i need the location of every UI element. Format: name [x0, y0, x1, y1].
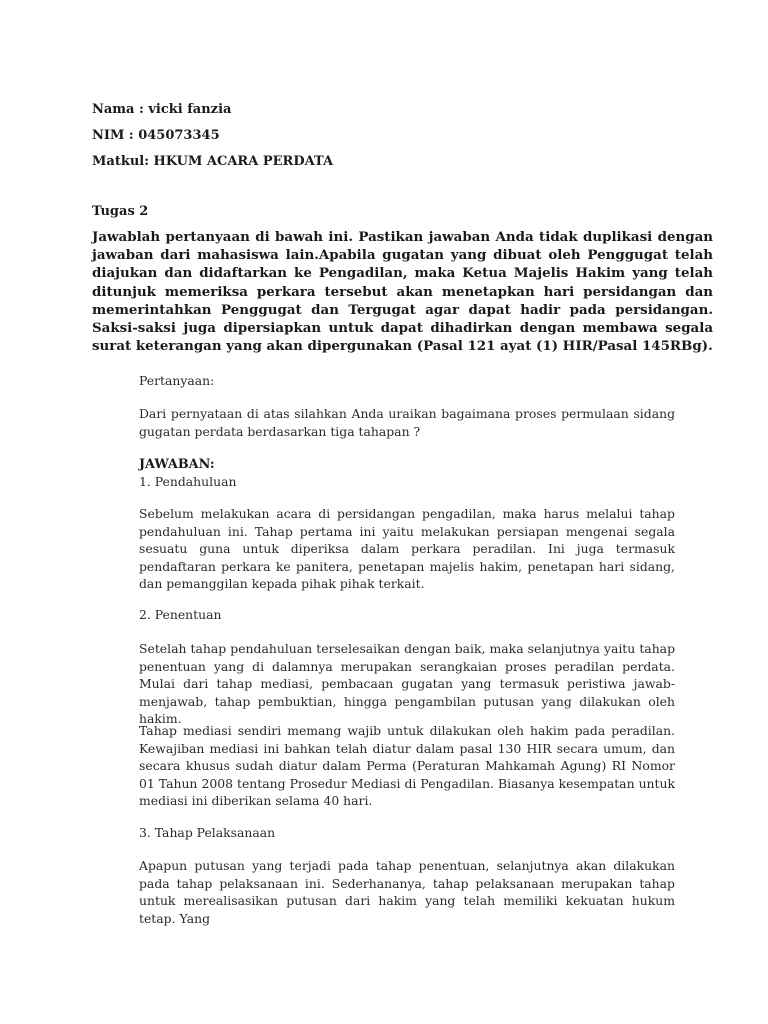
section-body-pendahuluan: Sebelum melakukan acara di persidangan pengadilan, maka harus melalui tahap pendahuluan ini. Tahap pertama ini yaitu melakukan persiapan mengenai segala sesuatu guna untuk diperiksa dalam perkara peradilan. Ini juga termasuk pendaftaran perkara ke panitera, penetapan majelis hakim, penetapan hari sidang, dan pemanggilan kepada pihak pihak terkait. — [139, 506, 675, 591]
question-label: Pertanyaan: — [139, 373, 215, 388]
section-heading-pendahuluan: 1. Pendahuluan — [139, 474, 237, 489]
student-name: Nama : vicki fanzia — [92, 102, 232, 117]
section-body-pelaksanaan: Apapun putusan yang terjadi pada tahap penentuan, selanjutnya akan dilakukan pada tahap pelaksanaan ini. Sederhananya, tahap pelaksanaan merupakan tahap untuk merealisasikan putusan dari hakim yang telah memiliki kekuatan hukum tetap. Yang — [139, 858, 675, 926]
section-heading-penentuan: 2. Penentuan — [139, 607, 222, 622]
section-body-penentuan-1: Setelah tahap pendahuluan terselesaikan dengan baik, maka selanjutnya yaitu tahap penentuan yang di dalamnya merupakan serangkaian proses peradilan perdata. Mulai dari tahap mediasi, pembacaan gugatan yang termasuk peristiwa jawab-menjawab, tahap pembuktian, hingga pengambilan putusan yang dilakukan oleh hakim. — [139, 641, 675, 726]
question-text: Dari pernyataan di atas silahkan Anda uraikan bagaimana proses permulaan sidang gugatan perdata berdasarkan tiga tahapan ? — [139, 406, 675, 439]
student-nim: NIM : 045073345 — [92, 128, 220, 143]
course-name: Matkul: HKUM ACARA PERDATA — [92, 154, 334, 169]
assignment-prompt: Jawablah pertanyaan di bawah ini. Pastikan jawaban Anda tidak duplikasi dengan jawaban dari mahasiswa lain.Apabila gugatan yang dibuat oleh Penggugat telah diajukan dan didaftarkan ke Pengadilan, maka Ketua Majelis Hakim yang telah ditunjuk memeriksa perkara tersebut akan menetapkan hari persidangan dan memerintahkan Penggugat dan Tergugat agar dapat hadir pada persidangan. Saksi-saksi juga dipersiapkan untuk dapat dihadirkan dengan membawa segala surat keterangan yang akan dipergunakan (Pasal 121 ayat (1) HIR/Pasal 145RBg). — [92, 229, 713, 355]
section-body-penentuan-2: Tahap mediasi sendiri memang wajib untuk dilakukan oleh hakim pada peradilan. Kewajiban mediasi ini bahkan telah diatur dalam pasal 130 HIR secara umum, dan secara khusus sudah diatur dalam Perma (Peraturan Mahkamah Agung) RI Nomor 01 Tahun 2008 tentang Prosedur Mediasi di Pengadilan. Biasanya kesempatan untuk mediasi ini diberikan selama 40 hari. — [139, 723, 675, 808]
answer-label: JAWABAN: — [139, 457, 215, 472]
section-heading-pelaksanaan: 3. Tahap Pelaksanaan — [139, 825, 276, 840]
assignment-title: Tugas 2 — [92, 204, 149, 219]
